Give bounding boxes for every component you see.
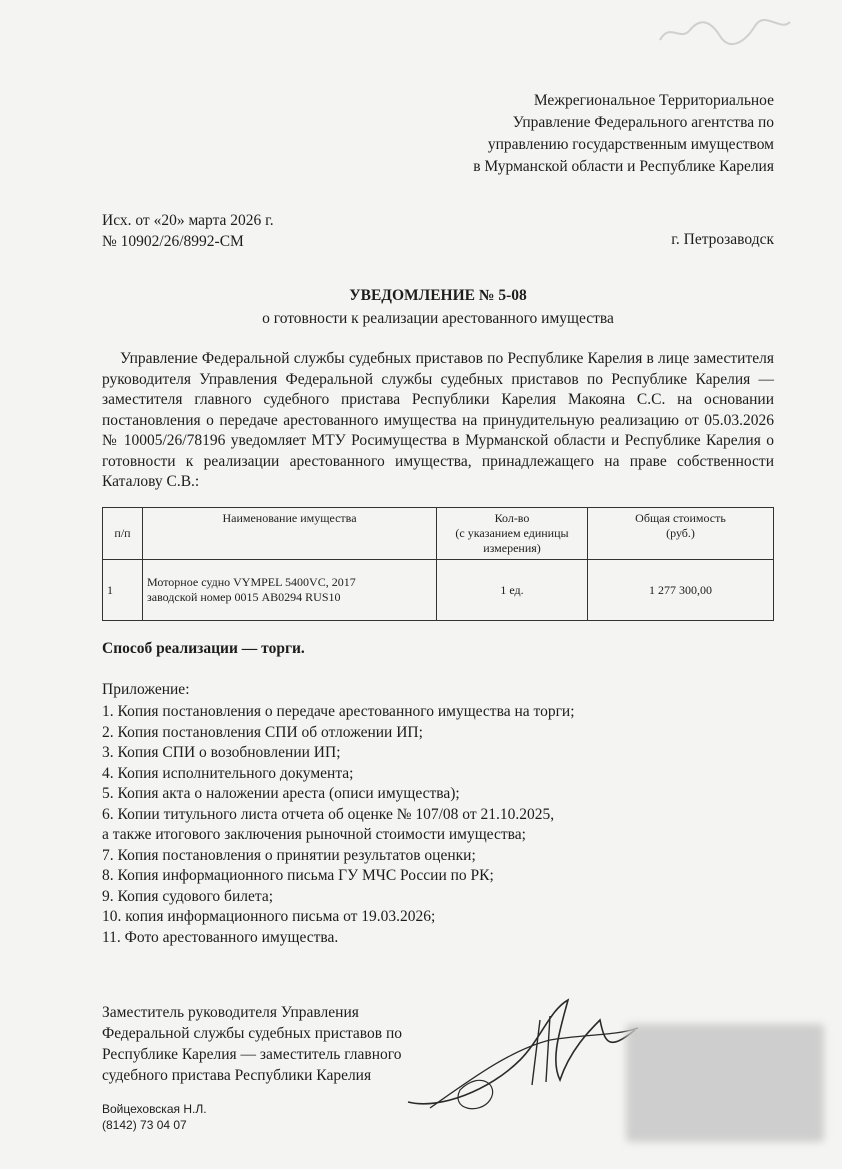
addressee-line: Межрегиональное Территориальное xyxy=(533,92,774,109)
contact-block xyxy=(102,1101,207,1133)
attachments-list xyxy=(102,702,782,948)
list-item: 8. Копия информационного письма ГУ МЧС России по РК; xyxy=(102,867,494,884)
body-paragraph: Управление Федеральной службы судебных приставов по Республике Карелия в лице заместителя руководителя Управления Федеральной службы судебных приставов по Республике Карелия — заместителя главного судебного пристава Республики Карелия Макояна С.С. на основании постановления о передаче арестованного имущества на принудительную реализацию от 05.03.2026 № 10005/26/78196 уведомляет МТУ Росимущества в Мурманской области и Республике Карелия о готовности к реализации арестованного имущества, принадлежащего на праве собственности Каталову С.В.: xyxy=(102,350,774,490)
attachments-title: Приложение: xyxy=(102,681,190,698)
signer-line: Федеральной службы судебных приставов по xyxy=(102,1025,403,1042)
header-cost-line: Общая стоимость xyxy=(635,511,726,525)
list-item: 2. Копия постановления СПИ об отложении ИП; xyxy=(102,723,423,741)
list-item: 9. Копия судового билета; xyxy=(102,887,273,905)
contact-phone: (8142) 73 04 07 xyxy=(102,1118,187,1132)
property-table xyxy=(102,507,774,621)
outgoing-number: № 10902/26/8992-СМ xyxy=(102,233,244,250)
list-item: 6. Копии титульного листа отчета об оценке № 107/08 от 21.10.2025, xyxy=(102,805,555,823)
document-subtitle: о готовности к реализации арестованного имущества xyxy=(262,310,614,327)
row-qty: 1 ед. xyxy=(437,560,588,621)
header-cost-line: (руб.) xyxy=(666,526,695,540)
list-item: 11. Фото арестованного имущества. xyxy=(102,928,339,946)
row-name xyxy=(143,560,437,621)
handwritten-signature xyxy=(400,990,640,1120)
signer-line: Заместитель руководителя Управления xyxy=(102,1004,359,1021)
table-header-row xyxy=(103,508,774,560)
document-title: УВЕДОМЛЕНИЕ № 5-08 xyxy=(349,287,527,304)
table-row xyxy=(103,560,774,621)
addressee-line: в Мурманской области и Республике Карелия xyxy=(473,158,774,175)
signer-block xyxy=(102,1002,402,1086)
city: г. Петрозаводск xyxy=(671,231,774,248)
signer-line: судебного пристава Республики Карелия xyxy=(102,1067,372,1084)
addressee-block xyxy=(473,90,774,178)
list-item: 5. Копия акта о наложении ареста (описи имущества); xyxy=(102,785,460,802)
header-name: Наименование имущества xyxy=(143,508,437,560)
addressee-line: Управление Федерального агентства по xyxy=(512,114,774,131)
list-item: 3. Копия СПИ о возобновлении ИП; xyxy=(102,744,341,761)
sale-method: Способ реализации — торги. xyxy=(102,640,305,657)
redacted-stamp xyxy=(626,1024,824,1142)
header-cost xyxy=(588,508,774,560)
list-item: 7. Копия постановления о принятии результатов оценки; xyxy=(102,846,476,864)
row-num: 1 xyxy=(103,560,143,621)
outgoing-date: Исх. от «20» марта 2026 г. xyxy=(102,212,274,229)
list-item: а также итогового заключения рыночной стоимости имущества; xyxy=(102,826,526,843)
list-item: 10. копия информационного письма от 19.03.2026; xyxy=(102,908,436,925)
header-qty-line: Кол-во xyxy=(494,511,530,525)
list-item: 1. Копия постановления о передаче арестованного имущества на торги; xyxy=(102,703,575,720)
contact-name: Войцеховская Н.Л. xyxy=(102,1102,207,1116)
row-cost: 1 277 300,00 xyxy=(588,560,774,621)
signer-line: Республике Карелия — заместитель главного xyxy=(102,1046,402,1063)
header-num: п/п xyxy=(103,508,143,560)
list-item: 4. Копия исполнительного документа; xyxy=(102,764,354,782)
row-name-line: заводской номер 0015 AB0294 RUS10 xyxy=(147,590,341,604)
outgoing-reference xyxy=(102,210,274,252)
header-qty-line: измерения) xyxy=(483,541,541,555)
header-qty xyxy=(437,508,588,560)
row-name-line: Моторное судно VYMPEL 5400VC, 2017 xyxy=(147,575,356,589)
addressee-line: управлению государственным имуществом xyxy=(487,136,774,153)
pencil-scribble xyxy=(650,12,800,52)
header-qty-line: (с указанием единицы xyxy=(455,526,569,540)
